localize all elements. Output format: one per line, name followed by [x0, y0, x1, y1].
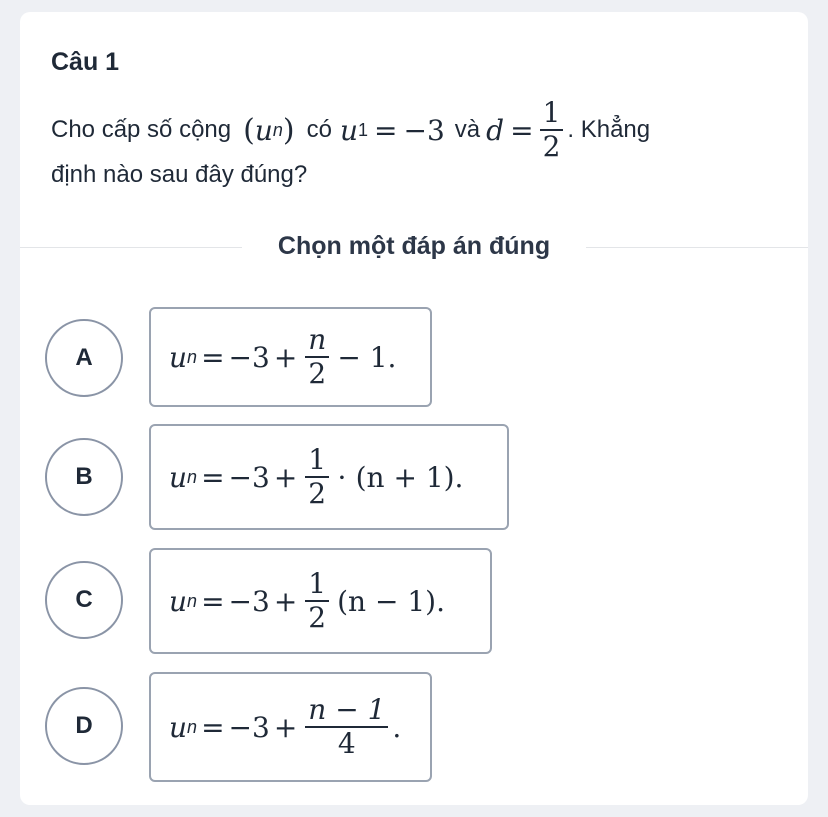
- option-lhs-var: u: [169, 340, 188, 374]
- instruction-divider: [20, 230, 808, 264]
- option-plus: +: [273, 460, 298, 494]
- d-numerator: 1: [542, 96, 561, 129]
- question-text: [51, 90, 781, 188]
- close-paren: ): [282, 112, 295, 148]
- u1-var: u: [339, 113, 359, 147]
- option-equals: =: [201, 460, 225, 494]
- option-lhs-var: u: [169, 710, 188, 744]
- option-tail: ⋅ (n + 1).: [337, 460, 464, 494]
- divider-line-right: [586, 247, 808, 248]
- question-text-mid: có: [306, 116, 332, 143]
- sequence-var: u: [254, 113, 273, 147]
- question-card: [20, 12, 808, 805]
- d-fraction: [540, 97, 564, 163]
- option-frac-num: n − 1: [308, 693, 386, 726]
- question-text-line2: định nào sau đây đúng?: [51, 161, 308, 188]
- option-d-letter[interactable]: D: [45, 687, 123, 765]
- option-const: −3: [228, 340, 270, 374]
- option-plus: +: [273, 584, 298, 618]
- option-fraction: [305, 444, 329, 510]
- option-fraction: [305, 324, 329, 390]
- instruction-label: Chọn một đáp án đúng: [277, 232, 551, 260]
- option-frac-num: 1: [308, 443, 327, 476]
- equals-sign-d: =: [510, 113, 534, 147]
- open-paren: (: [243, 112, 255, 148]
- question-text-and: và: [454, 116, 481, 143]
- option-c-answer[interactable]: [149, 548, 492, 654]
- sequence-sub: n: [272, 119, 283, 140]
- option-a-letter[interactable]: A: [45, 319, 123, 397]
- question-text-after: . Khẳng: [567, 116, 651, 143]
- option-tail: − 1.: [337, 340, 397, 374]
- option-equals: =: [201, 584, 225, 618]
- option-tail: (n − 1).: [337, 584, 445, 618]
- option-plus: +: [273, 340, 298, 374]
- d-denominator: 2: [542, 130, 561, 163]
- option-frac-den: 4: [337, 727, 356, 760]
- option-frac-den: 2: [308, 601, 327, 634]
- question-title: Câu 1: [51, 48, 120, 76]
- question-text-before: Cho cấp số cộng: [51, 116, 232, 143]
- option-a-answer[interactable]: [149, 307, 432, 407]
- option-lhs-sub: n: [187, 346, 198, 367]
- option-plus: +: [273, 710, 298, 744]
- d-var: d: [486, 113, 505, 147]
- option-d-answer[interactable]: [149, 672, 432, 782]
- equals-sign: =: [374, 113, 398, 147]
- option-const: −3: [228, 710, 270, 744]
- option-frac-den: 2: [308, 477, 327, 510]
- option-const: −3: [228, 460, 270, 494]
- option-frac-den: 2: [308, 357, 327, 390]
- option-fraction: [305, 568, 329, 634]
- option-lhs-sub: n: [187, 466, 198, 487]
- option-lhs-sub: n: [187, 716, 198, 737]
- option-equals: =: [201, 340, 225, 374]
- option-tail: .: [392, 710, 402, 744]
- option-b-letter[interactable]: B: [45, 438, 123, 516]
- option-c-letter[interactable]: C: [45, 561, 123, 639]
- option-lhs-var: u: [169, 460, 188, 494]
- option-lhs-sub: n: [187, 590, 198, 611]
- option-lhs-var: u: [169, 584, 188, 618]
- u1-sub: 1: [358, 119, 369, 140]
- option-const: −3: [228, 584, 270, 618]
- option-fraction: [305, 694, 388, 760]
- option-equals: =: [201, 710, 225, 744]
- u1-value: −3: [403, 113, 445, 147]
- option-frac-num: n: [308, 323, 327, 356]
- option-frac-num: 1: [308, 567, 327, 600]
- option-b-answer[interactable]: [149, 424, 509, 530]
